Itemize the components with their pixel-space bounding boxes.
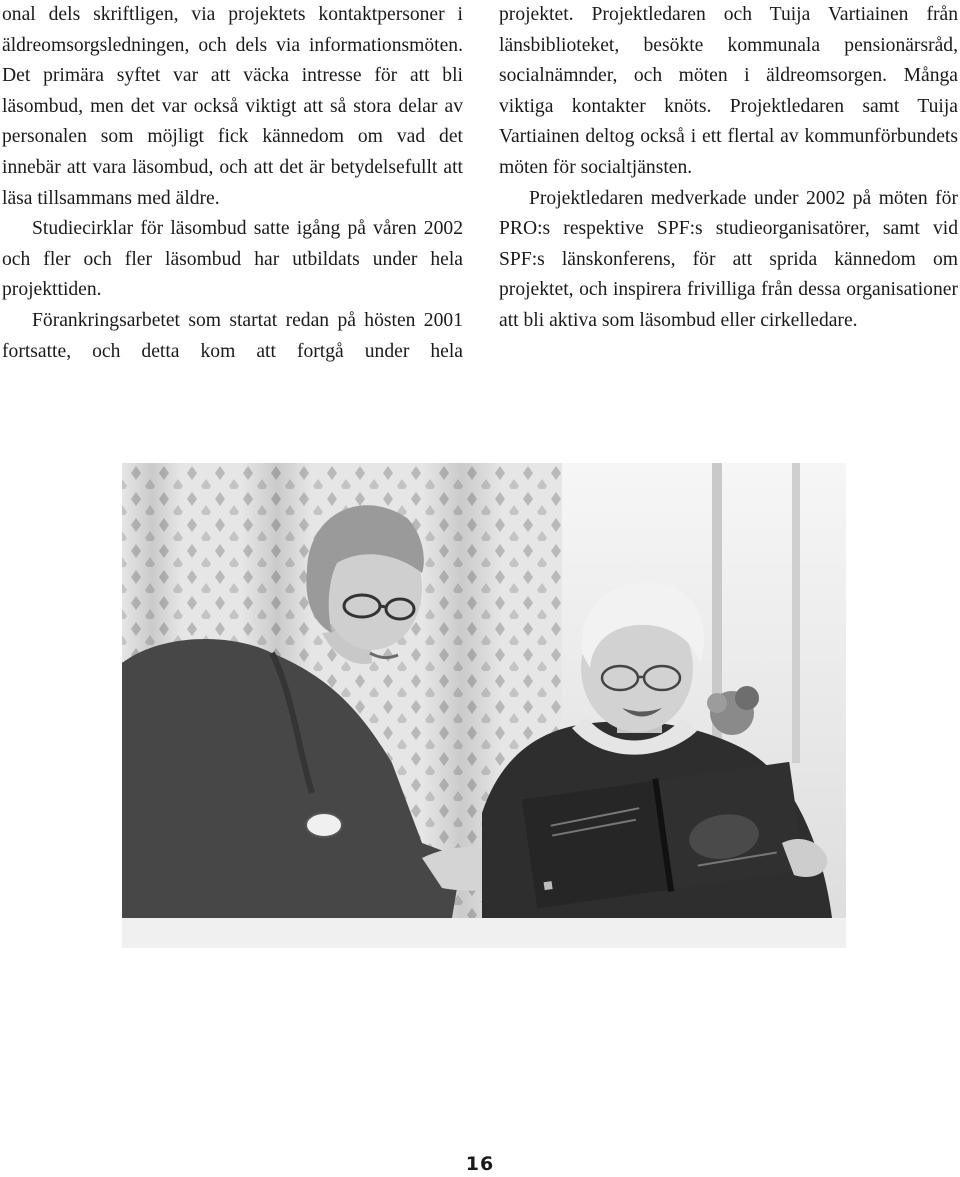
left-text-column [2,0,463,367]
photo-caregiver-reading-with-elderly-woman [122,463,846,948]
left-paragraph-1: onal dels skriftligen, via projektets kontaktpersoner i äldreomsorgsledningen, och dels via informationsmöten. Det primära syftet var att väcka intresse för att bli läsombud, men det var också viktigt att så stora delar av personalen som möjligt fick kännedom om vad det innebär att vara läsombud, och att det är betydelsefullt att läsa tillsammans med äldre. [2,4,463,209]
right-paragraph-1: projektet. Projektledaren och Tuija Vartiainen från länsbiblioteket, besökte kommunala pensionärsråd, socialnämnder, och möten i äldreomsorgen. Många viktiga kontakter knöts. Projektledaren samt Tuija Vartiainen deltog också i ett flertal av kommunförbundets möten för socialtjänsten. [499,4,958,178]
left-paragraph-3: Förankringsarbetet som startat redan på hösten 2001 fortsatte, och detta kom att fortgå under hela [2,309,463,362]
right-paragraph-2: Projektledaren medverkade under 2002 på möten för PRO:s respektive SPF:s studieorganisatörer, samt vid SPF:s länskonferens, för att sprida kännedom om projektet, och inspirera frivilliga från dessa organisationer att bli aktiva som läsombud eller cirkelledare. [499,187,958,331]
left-paragraph-2: Studiecirklar för läsombud satte igång på våren 2002 och fler och fler läsombud har utbildats under hela projekttiden. [2,218,463,301]
right-text-column [499,0,958,337]
page-number: 16 [465,1153,495,1175]
